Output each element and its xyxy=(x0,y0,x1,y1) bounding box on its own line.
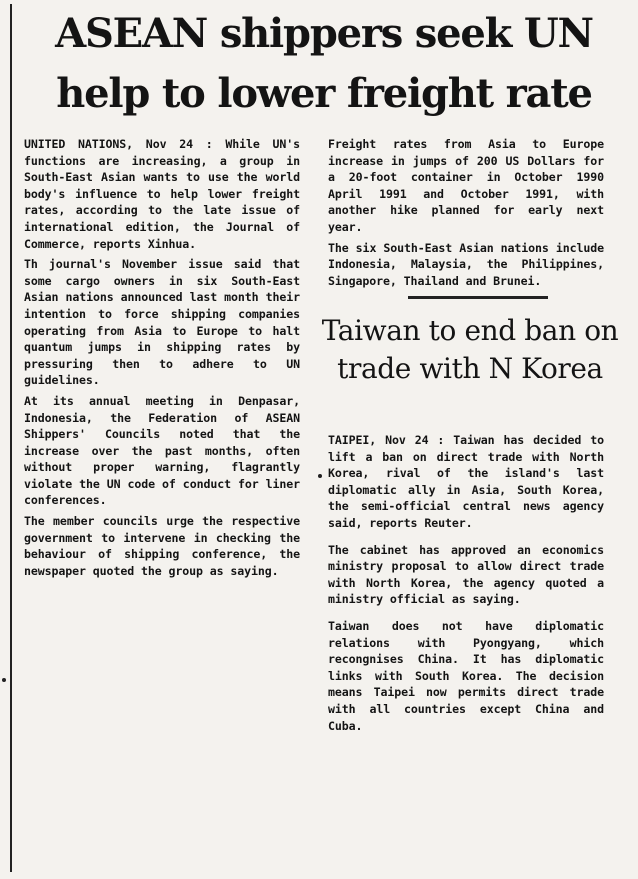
headline-line-2: help to lower freight rate xyxy=(56,70,592,117)
headline-line-1: ASEAN shippers seek UN xyxy=(55,10,593,57)
article-paragraph: The six South-East Asian nations include Indonesia, Malaysia, the Philippines, Singapore, Thailand and Brunei. xyxy=(328,240,604,288)
secondary-paragraph: The cabinet has approved an economics ministry proposal to allow direct trade with North Korea, the agency quoted a ministry official as saying. xyxy=(328,542,604,607)
article-paragraph: The member councils urge the respective government to intervene in checking the behaviour of shipping conference, the newspaper quoted the group as saying. xyxy=(24,514,300,578)
secondary-article-column xyxy=(328,432,604,744)
article-divider xyxy=(408,296,548,299)
article-column-right xyxy=(328,136,604,293)
article-paragraph: Th journal's November issue said that some cargo owners in six South-East Asian nations announced last month their intention to force shipping companies operating from Asia to Europe to halt quantum jumps in shipping rates by pressuring then to adhere to UN guidelines. xyxy=(24,257,300,388)
margin-dot xyxy=(2,678,6,682)
margin-dot xyxy=(318,474,322,478)
article-paragraph: UNITED NATIONS, Nov 24 : While UN's functions are increasing, a group in South-East Asian wants to use the world body's influence to help lower freight rates, according to the late issue of international edition, the Journal of Commerce, reports Xinhua. xyxy=(24,137,300,251)
column-rule xyxy=(10,4,12,872)
secondary-paragraph: Taiwan does not have diplomatic relations with Pyongyang, which recongnises China. It has diplomatic links with South Korea. The decision means Taipei now permits direct trade with all countries except China and Cuba. xyxy=(328,618,604,733)
article-column-left xyxy=(24,136,300,583)
article-paragraph: Freight rates from Asia to Europe increase in jumps of 200 US Dollars for a 20-foot container in October 1990 April 1991 and October 1991, with another hike planned for early next year. xyxy=(328,137,604,234)
secondary-paragraph: TAIPEI, Nov 24 : Taiwan has decided to lift a ban on direct trade with North Korea, rival of the island's last diplomatic ally in Asia, South Korea, the semi-official central news agency said, reports Reuter. xyxy=(328,433,604,530)
article-paragraph: At its annual meeting in Denpasar, Indonesia, the Federation of ASEAN Shippers' Councils noted that the increase over the past months, often without proper warning, flagrantly violate the UN code of conduct for liner conferences. xyxy=(24,393,300,508)
secondary-headline: Taiwan to end ban on trade with N Korea xyxy=(321,314,619,385)
